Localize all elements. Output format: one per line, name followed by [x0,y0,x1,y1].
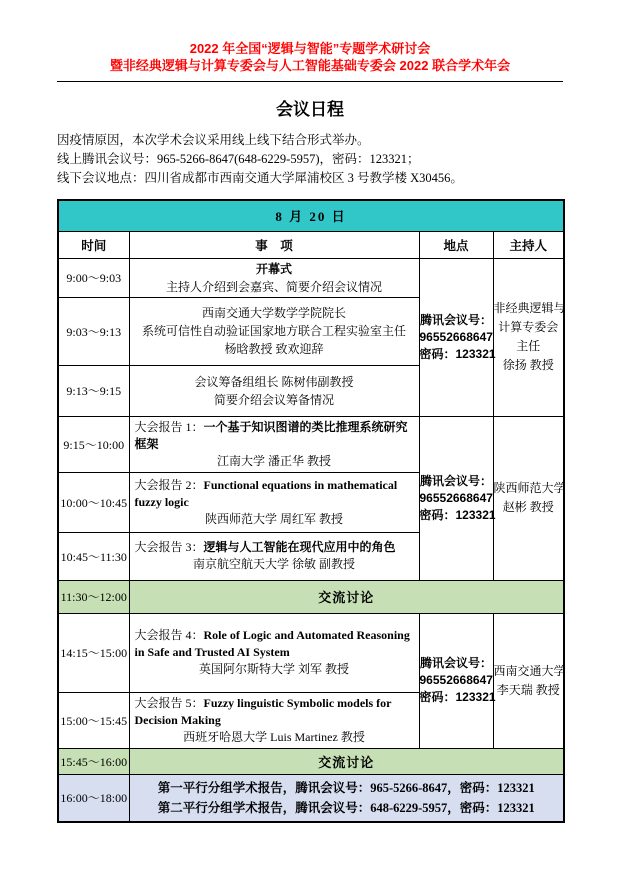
host-line: 非经典逻辑与 [493,301,566,315]
venue-cell [419,258,496,416]
event-line: 西南交通大学数学学院院长 [201,306,346,320]
venue-line: 腾讯会议号： [419,656,492,670]
host-line: 西南交通大学 [493,663,566,678]
report-prefix: 大会报告 3： [134,540,204,554]
time-cell: 16:00～18:00 [58,774,129,822]
time-cell: 9:03～9:13 [58,297,129,365]
report-topic: Functional equations in mathematical fuzzy logic [134,477,398,509]
discussion-label: 交流讨论 [129,580,564,613]
venue-line: 96552668647 [419,673,493,687]
discussion-row [58,580,564,613]
parallel-session-line: 第一平行分组学术报告，腾讯会议号：965-5266-8647，密码：123321 [157,780,535,795]
host-line: 陕西师范大学 [493,481,566,495]
time-cell: 9:15～10:00 [58,416,129,472]
opening-title: 开幕式 [255,261,292,276]
venue-cell [419,613,496,748]
report-title [135,539,414,556]
intro-paragraph [57,131,563,188]
event-line: 系统可信性自动验证国家地方联合工程实验室主任 [141,324,406,338]
venue-line: 96552668647 [419,329,493,344]
host-line: 徐扬 教授 [502,358,554,372]
host-cell [493,613,564,748]
report-speaker: 江南大学 潘正华 教授 [216,453,331,468]
parallel-sessions-cell [129,774,564,822]
event-line: 简要介绍会议筹备情况 [213,392,334,407]
report-prefix: 大会报告 5： [134,695,204,710]
venue-line: 密码：123321 [419,690,496,704]
event-cell [129,532,419,580]
event-line: 会议筹备组组长 陈树伟副教授 [194,374,354,389]
time-cell: 9:00～9:03 [58,258,129,297]
event-cell [129,613,419,692]
time-cell: 10:45～11:30 [58,532,129,580]
parallel-sessions-row [58,774,564,822]
report-topic: Fuzzy linguistic Symbolic models for Decision Making [134,695,392,727]
report-topic: 逻辑与人工智能在现代应用中的角色 [203,540,396,554]
venue-cell [419,416,496,580]
report-title [135,477,414,511]
venue-line: 96552668647 [419,490,493,505]
host-line: 计算专委会 [498,320,559,334]
intro-line-2: 线上腾讯会议号：965-5266-8647(648-6229-5957)，密码：123321； [57,152,420,166]
report-topic: Role of Logic and Automated Reasoning in Safe and Trusted AI System [134,628,410,659]
column-header-row [58,231,564,258]
header-title-line2: 暨非经典逻辑与计算专委会与人工智能基础专委会 2022 联合学术年会 [109,58,511,73]
time-cell: 9:13～9:15 [58,365,129,416]
report-speaker: 西班牙哈恩大学 Luis Martinez 教授 [183,729,365,744]
discussion-row [58,748,564,774]
report-speaker: 英国阿尔斯特大学 刘军 教授 [198,662,349,676]
table-row [58,258,564,297]
report-prefix: 大会报告 4： [134,628,204,642]
column-header-host: 主持人 [493,231,564,258]
event-line: 杨晗教授 致欢迎辞 [224,342,324,356]
event-cell [129,692,419,748]
intro-line-1: 因疫情原因，本次学术会议采用线上线下结合形式举办。 [57,133,370,147]
header-title-line1: 2022 年全国“逻辑与智能”专题学术研讨会 [189,41,431,56]
report-title [135,627,414,661]
report-speaker: 陕西师范大学 周红军 教授 [204,511,343,526]
column-header-venue: 地点 [419,231,493,258]
host-line: 赵彬 教授 [502,500,554,514]
time-cell: 15:45～16:00 [58,748,129,774]
venue-line: 腾讯会议号： [419,312,492,327]
header-divider [57,81,563,82]
venue-line: 密码：123321 [419,346,496,361]
opening-desc: 主持人介绍到会嘉宾、简要介绍会议情况 [165,279,382,294]
document-header [57,40,563,74]
table-row [58,613,564,692]
schedule-table [57,199,565,823]
report-prefix: 大会报告 2： [134,477,204,492]
venue-line: 腾讯会议号： [419,473,492,488]
report-topic: 一个基于知识图谱的类比推理系统研究框架 [134,419,408,451]
report-title [135,419,414,453]
event-cell [129,258,419,297]
venue-line: 密码：123321 [419,507,496,522]
column-header-item: 事 项 [129,231,419,258]
date-header: 8 月 20 日 [58,200,564,231]
host-cell [493,416,564,580]
host-line: 主任 [516,339,541,353]
report-title [135,695,414,729]
intro-line-3: 线下会议地点：四川省成都市西南交通大学犀浦校区 3 号教学楼 X30456。 [57,171,463,185]
host-line: 李天瑞 教授 [496,682,560,697]
time-cell: 14:15～15:00 [58,613,129,692]
table-row [58,416,564,472]
report-prefix: 大会报告 1： [134,419,204,434]
event-cell [129,472,419,532]
time-cell: 15:00～15:45 [58,692,129,748]
section-title: 会议日程 [276,100,344,119]
event-cell [129,416,419,472]
event-cell [129,365,419,416]
parallel-session-line: 第二平行分组学术报告，腾讯会议号：648-6229-5957，密码：123321 [157,800,535,815]
discussion-label: 交流讨论 [129,748,564,774]
time-cell: 10:00～10:45 [58,472,129,532]
date-header-row [58,200,564,231]
event-cell [129,297,419,365]
report-speaker: 南京航空航天大学 徐敏 副教授 [192,557,355,571]
column-header-time: 时间 [58,231,129,258]
time-cell: 11:30～12:00 [58,580,129,613]
host-cell [493,258,564,416]
